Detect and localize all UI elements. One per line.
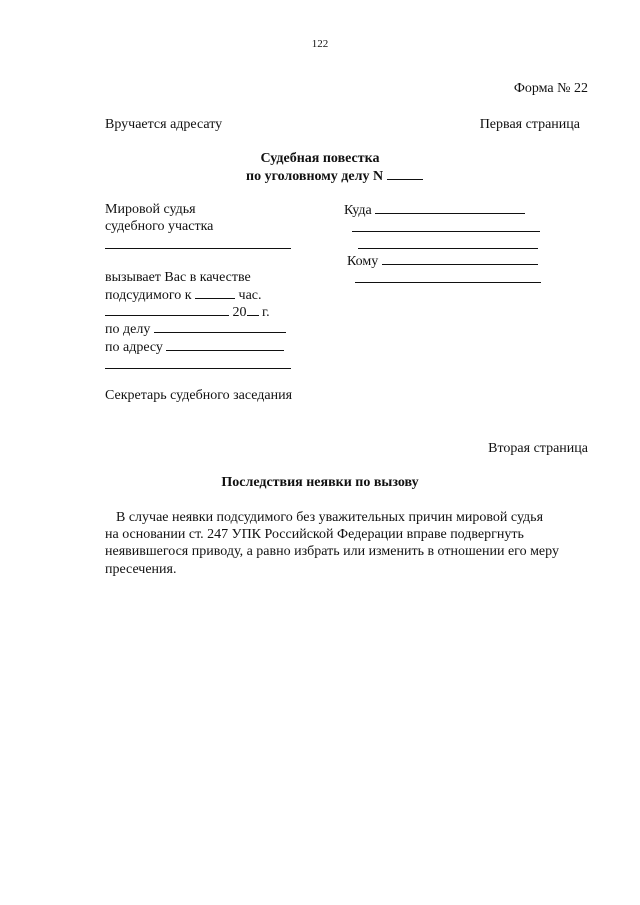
address-label: по адресу (105, 340, 163, 355)
to-whom-label: Кому (347, 254, 379, 269)
where-field[interactable] (375, 201, 525, 214)
year-field[interactable] (247, 303, 259, 316)
address-line (105, 338, 284, 356)
hour-unit: час. (238, 288, 262, 303)
paragraph-line-3: неявившегося приводу, а равно избрать или изменить в отношении его меру (105, 544, 559, 559)
case-line (105, 320, 286, 338)
case-field[interactable] (154, 320, 286, 333)
case-number-field[interactable] (387, 167, 423, 180)
where-label: Куда (344, 203, 372, 218)
page-number: 122 (311, 38, 329, 50)
paragraph-line-4: пресечения. (105, 562, 177, 577)
to-whom-line (347, 252, 538, 270)
district-label: судебного участка (105, 219, 214, 234)
to-whom-field-2[interactable] (355, 282, 541, 283)
form-label: Форма № 22 (513, 81, 588, 96)
paragraph-line-1: В случае неявки подсудимого без уважительных причин мировой судья (116, 510, 544, 525)
year-prefix: 20 (232, 305, 247, 320)
defendant-label: подсудимого к (105, 288, 192, 303)
secretary-label: Секретарь судебного заседания (105, 388, 293, 403)
date-line (105, 303, 270, 321)
where-line (344, 201, 525, 219)
to-whom-field[interactable] (382, 252, 538, 265)
date-field[interactable] (105, 303, 229, 316)
case-number-label: по уголовному делу N (246, 169, 384, 184)
district-field[interactable] (105, 248, 291, 249)
delivered-to-label: Вручается адресату (105, 117, 223, 132)
address-field[interactable] (166, 338, 284, 351)
summons-subtitle (246, 167, 423, 185)
where-field-3[interactable] (358, 248, 538, 249)
first-page-label: Первая страница (479, 117, 580, 132)
summons-line-1: вызывает Вас в качестве (105, 270, 251, 285)
judge-label: Мировой судья (105, 202, 196, 217)
summons-title: Судебная повестка (260, 151, 380, 166)
case-label: по делу (105, 322, 151, 337)
summons-line-2 (105, 286, 262, 304)
second-page-label: Вторая страница (488, 441, 588, 456)
year-suffix: г. (262, 305, 270, 320)
hour-field[interactable] (195, 286, 235, 299)
where-field-2[interactable] (352, 231, 540, 232)
paragraph-line-2: на основании ст. 247 УПК Российской Федерации вправе подвергнуть (105, 527, 524, 542)
address-field-2[interactable] (105, 368, 291, 369)
consequences-title: Последствия неявки по вызову (221, 475, 419, 490)
